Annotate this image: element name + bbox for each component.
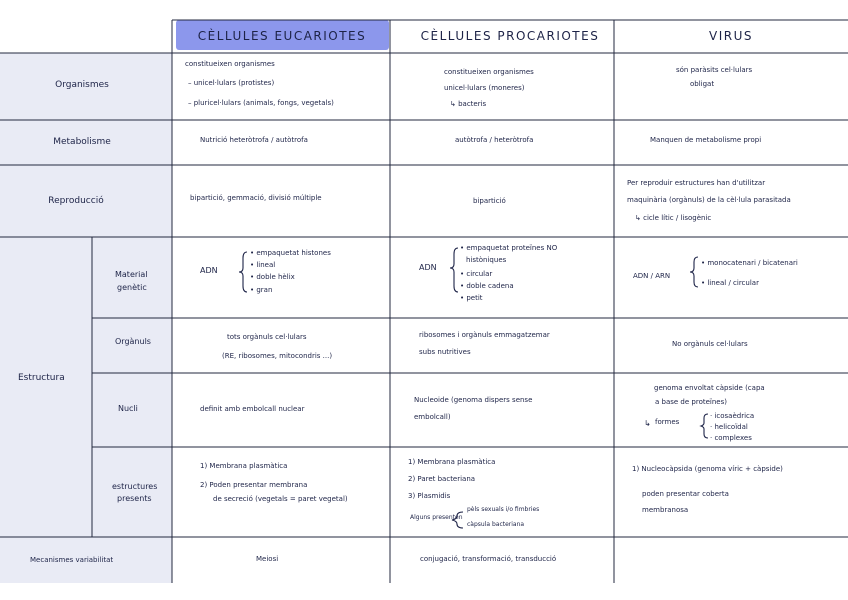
cell-text: bipartició, gemmació, divisió múltiple (190, 194, 322, 202)
cell-text: 1) Membrana plasmàtica (408, 458, 496, 466)
cell-text: càpsula bacteriana (467, 521, 525, 528)
cell-text: unicel·lulars (moneres) (444, 84, 525, 92)
cell-text: – pluricel·lulars (animals, fongs, vegetals) (188, 99, 334, 107)
cell-text: maquinària (orgànuls) de la cèl·lula parasitada (627, 196, 791, 204)
cell-text: constitueixen organismes (444, 68, 534, 76)
sub-label-material-genetic-2: genètic (117, 283, 147, 292)
cell-text: – unicel·lulars (protistes) (188, 79, 275, 87)
cell-text: 2) Paret bacteriana (408, 475, 476, 483)
row-label-mecanismes: Mecanismes variabilitat (30, 556, 114, 564)
cell-text: · helicoïdal (710, 423, 748, 431)
cell-text: Nucleoide (genoma dispers sense (414, 396, 533, 404)
cell-text: històniques (466, 256, 507, 264)
cell-text: ADN / ARN (633, 272, 671, 280)
cell-text: formes (655, 418, 680, 426)
cell-text: (RE, ribosomes, mitocondris ...) (222, 352, 333, 360)
sub-label-material-genetic-1: Material (115, 270, 148, 279)
cell-text: • doble cadena (460, 282, 514, 290)
cell-text: autòtrofa / heteròtrofa (455, 136, 534, 144)
header-eukaryotes: CÈLLULES EUCARIOTES (197, 29, 367, 43)
cell-text: a base de proteïnes) (655, 398, 727, 406)
row-label-estructura: Estructura (18, 373, 65, 383)
cell-text: ADN (419, 263, 437, 272)
header-virus: VIRUS (709, 29, 753, 43)
cell-text: ADN (200, 266, 218, 275)
cell-text: • lineal (250, 261, 276, 269)
cell-text: són paràsits cel·lulars (676, 66, 753, 74)
cell-text: membranosa (642, 506, 689, 514)
cell-text: • circular (460, 270, 493, 278)
cell-text: No orgànuls cel·lulars (672, 340, 748, 348)
cell-text: pèls sexuals i/o fimbries (467, 506, 540, 513)
cell-text: • gran (250, 286, 273, 294)
cell-text: • petit (460, 294, 483, 302)
cell-text: tots orgànuls cel·lulars (227, 333, 307, 341)
svg-text:↳: ↳ (644, 419, 651, 428)
cell-text: obligat (690, 80, 715, 88)
cell-text: genoma envoltat càpside (capa (654, 384, 765, 392)
cell-text: • empaquetat histones (250, 249, 331, 257)
cell-text: • doble hèlix (250, 273, 295, 281)
sub-label-estructures-1: estructures (112, 482, 158, 491)
cell-text: constitueixen organismes (185, 60, 275, 68)
cell-text: Alguns presenten (410, 514, 463, 521)
cell-text: Meiosi (256, 555, 279, 563)
cell-text: • lineal / circular (701, 279, 759, 287)
cell-text: 1) Membrana plasmàtica (200, 462, 288, 470)
cell-text: Manquen de metabolisme propi (650, 136, 762, 144)
cell-text: • empaquetat proteïnes NO (460, 244, 558, 252)
row-label-reproduccio: Reproducció (48, 196, 104, 206)
cell-text: conjugació, transformació, transducció (420, 555, 557, 563)
row-label-metabolisme: Metabolisme (53, 137, 111, 147)
header-prokaryotes: CÈLLULES PROCARIOTES (420, 29, 600, 43)
cell-text: · complexes (710, 434, 752, 442)
cell-text: definit amb embolcall nuclear (200, 405, 305, 413)
cell-text: de secreció (vegetals = paret vegetal) (213, 495, 348, 503)
sub-label-nucli: Nucli (118, 404, 138, 413)
row-label-organismes: Organismes (55, 80, 109, 90)
cell-text: subs nutritives (419, 348, 471, 356)
sub-label-estructures-2: presents (117, 494, 152, 503)
sub-label-organuls: Orgànuls (115, 337, 151, 346)
cell-text: Nutrició heteròtrofa / autòtrofa (200, 136, 308, 144)
cell-text: · icosaèdrica (710, 412, 755, 420)
cell-text: embolcall) (414, 413, 451, 421)
cell-text: bipartició (473, 197, 506, 205)
cell-text: ↳ bacteris (450, 100, 487, 108)
cell-text: 2) Poden presentar membrana (200, 481, 308, 489)
cell-text: Per reproduir estructures han d'utilitzar (627, 179, 766, 187)
cell-text: poden presentar coberta (642, 490, 729, 498)
cell-text: ↳ cicle lític / lisogènic (635, 214, 712, 222)
cell-text: 3) Plasmidis (408, 492, 451, 500)
cell-text: • monocatenari / bicatenari (701, 259, 798, 267)
cell-text: 1) Nucleocàpsida (genoma víric + càpside) (632, 465, 783, 473)
cell-text: ribosomes i orgànuls emmagatzemar (419, 331, 550, 339)
